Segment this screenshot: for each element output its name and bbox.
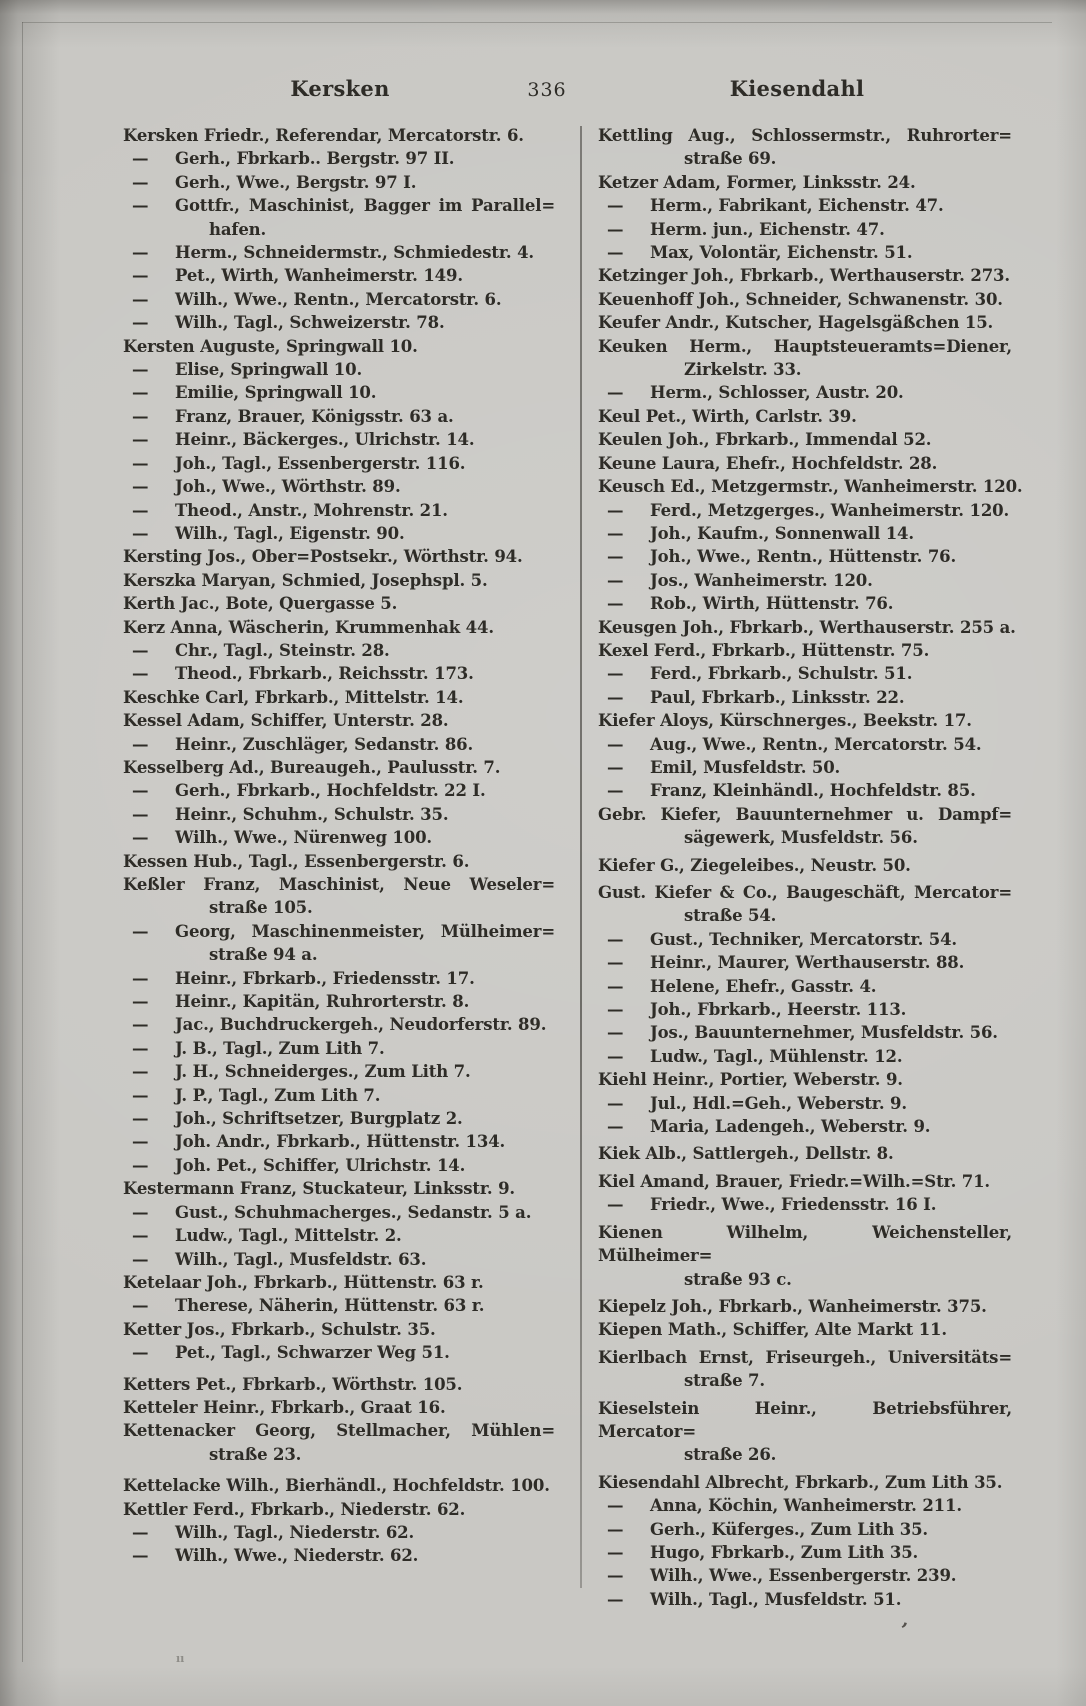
directory-entry-line: Ketzinger Joh., Fbrkarb., Werthauserstr. 273.: [598, 266, 1010, 286]
ditto-dash: —: [607, 1195, 624, 1215]
entry-text: Heinr., Maurer, Werthauserstr. 88.: [650, 953, 965, 973]
directory-entry-line-ditto: [123, 1294, 555, 1317]
running-header-right-keyword: Kiesendahl: [729, 76, 865, 101]
entry-text: Anna, Köchin, Wanheimerstr. 211.: [650, 1496, 962, 1516]
ditto-dash: —: [132, 921, 149, 941]
entry-text: Herm., Fabrikant, Eichenstr. 47.: [650, 196, 944, 216]
ditto-dash: —: [132, 1343, 149, 1363]
column-left: [123, 124, 555, 1568]
ditto-dash: —: [132, 1522, 149, 1542]
ditto-dash: —: [132, 266, 149, 286]
entry-continuation-line: straße 26.: [684, 1445, 777, 1465]
ditto-dash: —: [607, 383, 624, 403]
directory-entry-line-ditto: [598, 545, 1012, 568]
directory-entry-line-ditto: [123, 171, 555, 194]
directory-entry-line: Keufer Andr., Kutscher, Hagelsgäßchen 15.: [598, 313, 994, 333]
entry-text: Wilh., Wwe., Niederstr. 62.: [175, 1546, 419, 1566]
entry-text: Pet., Wirth, Wanheimerstr. 149.: [175, 266, 463, 286]
directory-entry-line-ditto: [598, 1518, 1012, 1541]
directory-entry-line-ditto: [123, 1341, 555, 1364]
entry-text: Jos., Wanheimerstr. 120.: [650, 570, 873, 590]
entry-text: Ludw., Tagl., Mittelstr. 2.: [175, 1226, 402, 1246]
directory-entry-line-ditto: [123, 264, 555, 287]
entry-text: J. P., Tagl., Zum Lith 7.: [175, 1085, 381, 1105]
ditto-dash: —: [607, 1496, 624, 1516]
directory-entry-line: Ketelaar Joh., Fbrkarb., Hüttenstr. 63 r.: [123, 1272, 484, 1292]
entry-text: Aug., Wwe., Rentn., Mercatorstr. 54.: [650, 734, 982, 754]
scan-artifact-speck: ıı: [176, 1652, 185, 1665]
directory-entry-line-ditto: [598, 686, 1012, 709]
entry-continuation-line: straße 94 a.: [209, 945, 318, 965]
directory-entry-line: Kiepelz Joh., Fbrkarb., Wanheimerstr. 375.: [598, 1296, 987, 1316]
ditto-dash: —: [132, 1015, 149, 1035]
ditto-dash: —: [132, 149, 149, 169]
entry-text: Joh., Wwe., Wörthstr. 89.: [175, 477, 401, 497]
directory-entry-line: Ketter Jos., Fbrkarb., Schulstr. 35.: [123, 1319, 436, 1339]
scan-artifact-mark: ’: [897, 1617, 910, 1643]
directory-entry-line-ditto: [123, 475, 555, 498]
ditto-dash: —: [132, 430, 149, 450]
ditto-dash: —: [132, 1226, 149, 1246]
entry-text: Max, Volontär, Eichenstr. 51.: [650, 243, 913, 263]
ditto-dash: —: [607, 757, 624, 777]
ditto-dash: —: [132, 243, 149, 263]
directory-entry-line-ditto: [123, 1248, 555, 1271]
page-crease-line-horizontal: [22, 22, 1052, 23]
directory-entry-line: Kiehl Heinr., Portier, Weberstr. 9.: [598, 1070, 903, 1090]
entry-text: Ferd., Metzgerges., Wanheimerstr. 120.: [650, 500, 1010, 520]
page-crease-line-vertical: [22, 22, 23, 1662]
directory-entry-line-ditto: [598, 381, 1012, 404]
directory-entry-line: Keul Pet., Wirth, Carlstr. 39.: [598, 406, 857, 426]
entry-text: Georg, Maschinenmeister, Mülheimer=: [175, 921, 555, 941]
entry-text: Gust., Techniker, Mercatorstr. 54.: [650, 929, 958, 949]
ditto-dash: —: [607, 570, 624, 590]
directory-entry-line-ditto: [123, 1107, 555, 1130]
entry-text: Wilh., Tagl., Schweizerstr. 78.: [175, 313, 445, 333]
ditto-dash: —: [132, 523, 149, 543]
directory-entry-line: Kesselberg Ad., Bureaugeh., Paulusstr. 7.: [123, 757, 501, 777]
entry-text: Wilh., Wwe., Essenbergerstr. 239.: [650, 1566, 957, 1586]
entry-continuation-line: straße 69.: [684, 149, 777, 169]
entry-text: Gottfr., Maschinist, Bagger im Parallel=: [175, 196, 555, 216]
directory-entry-line-ditto: [123, 522, 555, 545]
ditto-dash: —: [607, 594, 624, 614]
column-right: [598, 124, 1023, 1611]
directory-entry-line-ditto: [123, 194, 555, 217]
entry-text: Joh., Schriftsetzer, Burgplatz 2.: [175, 1109, 463, 1129]
entry-text: J. H., Schneiderges., Zum Lith 7.: [175, 1062, 471, 1082]
ditto-dash: —: [132, 734, 149, 754]
directory-entry-line-ditto: [123, 1544, 555, 1567]
entry-text: J. B., Tagl., Zum Lith 7.: [175, 1038, 385, 1058]
entry-text: Helene, Ehefr., Gasstr. 4.: [650, 976, 877, 996]
entry-text: Theod., Anstr., Mohrenstr. 21.: [175, 500, 448, 520]
entry-text: Joh., Kaufm., Sonnenwall 14.: [650, 523, 914, 543]
ditto-dash: —: [132, 1062, 149, 1082]
entry-text: Ludw., Tagl., Mühlenstr. 12.: [650, 1046, 903, 1066]
directory-entry-line: Kessel Adam, Schiffer, Unterstr. 28.: [123, 711, 449, 731]
directory-entry-line-ditto: [598, 592, 1012, 615]
ditto-dash: —: [132, 640, 149, 660]
entry-text: Gerh., Fbrkarb., Hochfeldstr. 22 I.: [175, 781, 486, 801]
directory-entry-line-ditto: [598, 1045, 1012, 1068]
entry-text: Gerh., Fbrkarb.. Bergstr. 97 II.: [175, 149, 455, 169]
ditto-dash: —: [132, 1132, 149, 1152]
directory-entry-line: Kersten Auguste, Springwall 10.: [123, 336, 418, 356]
directory-entry-line-ditto: [123, 733, 555, 756]
entry-text: Elise, Springwall 10.: [175, 360, 363, 380]
directory-entry-line-ditto: [123, 662, 555, 685]
ditto-dash: —: [607, 1000, 624, 1020]
entry-text: Jac., Buchdruckergeh., Neudorferstr. 89.: [175, 1015, 547, 1035]
directory-entry-line-ditto: [598, 975, 1012, 998]
ditto-dash: —: [132, 289, 149, 309]
directory-entry-line: Ketters Pet., Fbrkarb., Wörthstr. 105.: [123, 1374, 463, 1394]
entry-text: Heinr., Schuhm., Schulstr. 35.: [175, 804, 449, 824]
ditto-dash: —: [607, 664, 624, 684]
ditto-dash: —: [607, 1566, 624, 1586]
directory-entry-line-ditto: [123, 1084, 555, 1107]
entry-text: Heinr., Bäckerges., Ulrichstr. 14.: [175, 430, 475, 450]
entry-text: Emilie, Springwall 10.: [175, 383, 377, 403]
entry-text: Rob., Wirth, Hüttenstr. 76.: [650, 594, 894, 614]
directory-entry-line-ditto: [123, 311, 555, 334]
ditto-dash: —: [607, 1117, 624, 1137]
entry-text: Joh. Pet., Schiffer, Ulrichstr. 14.: [175, 1155, 466, 1175]
directory-entry-line-ditto: [123, 147, 555, 170]
entry-continuation-line: straße 93 c.: [684, 1269, 792, 1289]
ditto-dash: —: [132, 1249, 149, 1269]
directory-entry-line: Kierlbach Ernst, Friseurgeh., Universitäts=: [598, 1347, 1012, 1367]
directory-entry-line: Kerz Anna, Wäscherin, Krummenhak 44.: [123, 617, 494, 637]
ditto-dash: —: [607, 1519, 624, 1539]
ditto-dash: —: [132, 500, 149, 520]
directory-entry-line-ditto: [123, 1037, 555, 1060]
entry-text: Joh., Tagl., Essenbergerstr. 116.: [175, 453, 466, 473]
ditto-dash: —: [132, 1155, 149, 1175]
entry-text: Paul, Fbrkarb., Linksstr. 22.: [650, 687, 905, 707]
directory-entry-line: Kestermann Franz, Stuckateur, Linksstr. 9.: [123, 1179, 516, 1199]
directory-entry-line-ditto: [598, 569, 1012, 592]
directory-entry-line: Keulen Joh., Fbrkarb., Immendal 52.: [598, 430, 932, 450]
directory-entry-line-ditto: [123, 499, 555, 522]
directory-entry-line: Kersting Jos., Ober=Postsekr., Wörthstr. 94.: [123, 547, 523, 567]
directory-entry-line-ditto: [598, 998, 1012, 1021]
ditto-dash: —: [132, 453, 149, 473]
ditto-dash: —: [132, 477, 149, 497]
directory-entry-line-ditto: [123, 1130, 555, 1153]
entry-continuation-line: straße 23.: [209, 1444, 302, 1464]
directory-entry-line: Kieselstein Heinr., Betriebsführer, Mercator=: [598, 1398, 1012, 1441]
page-number: 336: [527, 79, 567, 101]
directory-entry-line: Kiesendahl Albrecht, Fbrkarb., Zum Lith 35.: [598, 1472, 1003, 1492]
directory-entry-line-ditto: [123, 1224, 555, 1247]
ditto-dash: —: [607, 1589, 624, 1609]
directory-entry-line-ditto: [123, 358, 555, 381]
directory-entry-line-ditto: [598, 241, 1012, 264]
directory-entry-line-ditto: [123, 288, 555, 311]
entry-continuation-line: sägewerk, Musfeldstr. 56.: [684, 828, 918, 848]
directory-entry-line: Keune Laura, Ehefr., Hochfeldstr. 28.: [598, 453, 938, 473]
directory-entry-line: Keuenhoff Joh., Schneider, Schwanenstr. 30.: [598, 289, 1003, 309]
entry-text: Wilh., Tagl., Niederstr. 62.: [175, 1522, 415, 1542]
entry-text: Theod., Fbrkarb., Reichsstr. 173.: [175, 664, 474, 684]
entry-text: Wilh., Wwe., Nürenweg 100.: [175, 828, 433, 848]
directory-entry-line: Kessen Hub., Tagl., Essenbergerstr. 6.: [123, 851, 470, 871]
entry-text: Herm., Schlosser, Austr. 20.: [650, 383, 904, 403]
directory-entry-line: Kiek Alb., Sattlergeh., Dellstr. 8.: [598, 1144, 894, 1164]
ditto-dash: —: [607, 523, 624, 543]
entry-continuation-line: straße 7.: [684, 1371, 765, 1391]
entry-text: Jos., Bauunternehmer, Musfeldstr. 56.: [650, 1023, 998, 1043]
directory-entry-line-ditto: [123, 967, 555, 990]
entry-text: Wilh., Tagl., Musfeldstr. 51.: [650, 1589, 902, 1609]
ditto-dash: —: [607, 929, 624, 949]
entry-text: Therese, Näherin, Hüttenstr. 63 r.: [175, 1296, 485, 1316]
entry-text: Gust., Schuhmacherges., Sedanstr. 5 a.: [175, 1202, 532, 1222]
directory-entry-line-ditto: [123, 1154, 555, 1177]
directory-entry-line-ditto: [123, 452, 555, 475]
ditto-dash: —: [132, 1296, 149, 1316]
ditto-dash: —: [132, 360, 149, 380]
entry-text: Pet., Tagl., Schwarzer Weg 51.: [175, 1343, 450, 1363]
directory-entry-line-ditto: [598, 1564, 1012, 1587]
directory-entry-line-ditto: [123, 990, 555, 1013]
directory-entry-line-ditto: [598, 194, 1012, 217]
ditto-dash: —: [607, 219, 624, 239]
directory-entry-line-ditto: [123, 1521, 555, 1544]
directory-entry-line: Kettler Ferd., Fbrkarb., Niederstr. 62.: [123, 1499, 466, 1519]
ditto-dash: —: [132, 664, 149, 684]
directory-entry-line-ditto: [123, 920, 555, 943]
directory-entry-line-ditto: [123, 381, 555, 404]
ditto-dash: —: [607, 196, 624, 216]
ditto-dash: —: [607, 953, 624, 973]
ditto-dash: —: [132, 968, 149, 988]
entry-text: Chr., Tagl., Steinstr. 28.: [175, 640, 390, 660]
directory-entry-line: Keßler Franz, Maschinist, Neue Weseler=: [123, 875, 555, 894]
directory-entry-line: Kettling Aug., Schlossermstr., Ruhrorter=: [598, 126, 1012, 145]
entry-continuation-line: straße 54.: [684, 906, 777, 926]
entry-text: Herm. jun., Eichenstr. 47.: [650, 219, 885, 239]
ditto-dash: —: [607, 1542, 624, 1562]
directory-entry-line: Kiel Amand, Brauer, Friedr.=Wilh.=Str. 71.: [598, 1171, 991, 1191]
ditto-dash: —: [607, 243, 624, 263]
ditto-dash: —: [132, 1109, 149, 1129]
ditto-dash: —: [132, 383, 149, 403]
entry-text: Heinr., Kapitän, Ruhrorterstr. 8.: [175, 992, 470, 1012]
directory-entry-line-ditto: [598, 499, 1012, 522]
directory-entry-line-ditto: [598, 662, 1012, 685]
entry-continuation-line: Zirkelstr. 33.: [684, 360, 802, 380]
directory-entry-line: Kettenacker Georg, Stellmacher, Mühlen=: [123, 1421, 555, 1441]
ditto-dash: —: [132, 313, 149, 333]
ditto-dash: —: [607, 1023, 624, 1043]
ditto-dash: —: [132, 1202, 149, 1222]
ditto-dash: —: [607, 734, 624, 754]
directory-entry-line-ditto: [123, 639, 555, 662]
directory-entry-line-ditto: [123, 1013, 555, 1036]
directory-entry-line: Ketzer Adam, Former, Linksstr. 24.: [598, 172, 916, 192]
ditto-dash: —: [132, 172, 149, 192]
directory-entry-line-ditto: [598, 733, 1012, 756]
entry-continuation-line: hafen.: [209, 219, 267, 239]
entry-text: Herm., Schneidermstr., Schmiedestr. 4.: [175, 243, 535, 263]
directory-entry-line: Keuken Herm., Hauptsteueramts=Diener,: [598, 336, 1012, 356]
directory-entry-line: Kiepen Math., Schiffer, Alte Markt 11.: [598, 1320, 947, 1340]
directory-entry-line-ditto: [598, 1588, 1012, 1611]
ditto-dash: —: [607, 781, 624, 801]
directory-entry-line-ditto: [598, 522, 1012, 545]
ditto-dash: —: [132, 1546, 149, 1566]
directory-entry-line-ditto: [598, 1021, 1012, 1044]
directory-entry-line-ditto: [598, 1494, 1012, 1517]
directory-entry-line: Kerth Jac., Bote, Quergasse 5.: [123, 594, 398, 614]
entry-text: Wilh., Tagl., Musfeldstr. 63.: [175, 1249, 427, 1269]
ditto-dash: —: [607, 1046, 624, 1066]
directory-entry-line-ditto: [123, 779, 555, 802]
entry-text: Friedr., Wwe., Friedensstr. 16 I.: [650, 1195, 937, 1215]
directory-entry-line-ditto: [123, 241, 555, 264]
ditto-dash: —: [607, 1093, 624, 1113]
directory-entry-line-ditto: [598, 218, 1012, 241]
entry-text: Emil, Musfeldstr. 50.: [650, 757, 841, 777]
directory-entry-line-ditto: [598, 779, 1012, 802]
entry-text: Wilh., Tagl., Eigenstr. 90.: [175, 523, 405, 543]
directory-entry-line: Kersken Friedr., Referendar, Mercatorstr. 6.: [123, 126, 524, 145]
entry-text: Gerh., Wwe., Bergstr. 97 I.: [175, 172, 417, 192]
directory-entry-line: Kerszka Maryan, Schmied, Josephspl. 5.: [123, 570, 488, 590]
directory-entry-line-ditto: [598, 928, 1012, 951]
directory-entry-line-ditto: [598, 1541, 1012, 1564]
directory-entry-line: Kexel Ferd., Fbrkarb., Hüttenstr. 75.: [598, 640, 930, 660]
directory-entry-line-ditto: [598, 1193, 1012, 1216]
directory-entry-line-ditto: [123, 826, 555, 849]
entry-text: Wilh., Wwe., Rentn., Mercatorstr. 6.: [175, 289, 502, 309]
entry-text: Heinr., Zuschläger, Sedanstr. 86.: [175, 734, 474, 754]
entry-text: Ferd., Fbrkarb., Schulstr. 51.: [650, 664, 913, 684]
entry-text: Jul., Hdl.=Geh., Weberstr. 9.: [650, 1093, 907, 1113]
directory-entry-line: Kiefer Aloys, Kürschnerges., Beekstr. 17.: [598, 711, 972, 731]
entry-text: Hugo, Fbrkarb., Zum Lith 35.: [650, 1542, 919, 1562]
directory-entry-line-ditto: [123, 428, 555, 451]
directory-entry-line: Keusch Ed., Metzgermstr., Wanheimerstr. 120.: [598, 477, 1023, 497]
ditto-dash: —: [607, 976, 624, 996]
entry-text: Gerh., Küferges., Zum Lith 35.: [650, 1519, 929, 1539]
directory-entry-line: Kettelacke Wilh., Bierhändl., Hochfeldstr. 100.: [123, 1476, 550, 1496]
directory-entry-line: Kiefer G., Ziegeleibes., Neustr. 50.: [598, 855, 911, 875]
directory-entry-line-ditto: [123, 1201, 555, 1224]
entry-continuation-line: straße 105.: [209, 898, 313, 918]
directory-entry-line: Keschke Carl, Fbrkarb., Mittelstr. 14.: [123, 687, 464, 707]
ditto-dash: —: [132, 406, 149, 426]
ditto-dash: —: [132, 828, 149, 848]
entry-text: Joh., Fbrkarb., Heerstr. 113.: [650, 1000, 907, 1020]
column-divider-rule: [580, 126, 582, 1588]
directory-entry-line: Kienen Wilhelm, Weichensteller, Mülheimer=: [598, 1222, 1012, 1266]
ditto-dash: —: [607, 547, 624, 567]
directory-entry-line-ditto: [598, 951, 1012, 974]
entry-text: Maria, Ladengeh., Weberstr. 9.: [650, 1117, 931, 1137]
directory-entry-line: Keusgen Joh., Fbrkarb., Werthauserstr. 255 a.: [598, 617, 1016, 637]
directory-entry-line-ditto: [123, 405, 555, 428]
directory-entry-line-ditto: [123, 1060, 555, 1083]
directory-entry-line-ditto: [598, 1092, 1012, 1115]
ditto-dash: —: [132, 992, 149, 1012]
running-header-left-keyword: Kersken: [290, 76, 390, 101]
entry-text: Joh. Andr., Fbrkarb., Hüttenstr. 134.: [175, 1132, 506, 1152]
directory-entry-line-ditto: [123, 803, 555, 826]
ditto-dash: —: [132, 1038, 149, 1058]
directory-entry-line: Gust. Kiefer & Co., Baugeschäft, Mercator=: [598, 883, 1012, 902]
entry-text: Franz, Kleinhändl., Hochfeldstr. 85.: [650, 781, 976, 801]
ditto-dash: —: [132, 1085, 149, 1105]
entry-text: Franz, Brauer, Königsstr. 63 a.: [175, 406, 454, 426]
directory-entry-line-ditto: [598, 756, 1012, 779]
directory-entry-line: Gebr. Kiefer, Bauunternehmer u. Dampf=: [598, 804, 1012, 824]
ditto-dash: —: [607, 687, 624, 707]
ditto-dash: —: [132, 804, 149, 824]
entry-text: Joh., Wwe., Rentn., Hüttenstr. 76.: [650, 547, 957, 567]
entry-text: Heinr., Fbrkarb., Friedensstr. 17.: [175, 968, 475, 988]
ditto-dash: —: [607, 500, 624, 520]
directory-entry-line-ditto: [598, 1115, 1012, 1138]
ditto-dash: —: [132, 196, 149, 216]
ditto-dash: —: [132, 781, 149, 801]
directory-entry-line: Ketteler Heinr., Fbrkarb., Graat 16.: [123, 1397, 446, 1417]
